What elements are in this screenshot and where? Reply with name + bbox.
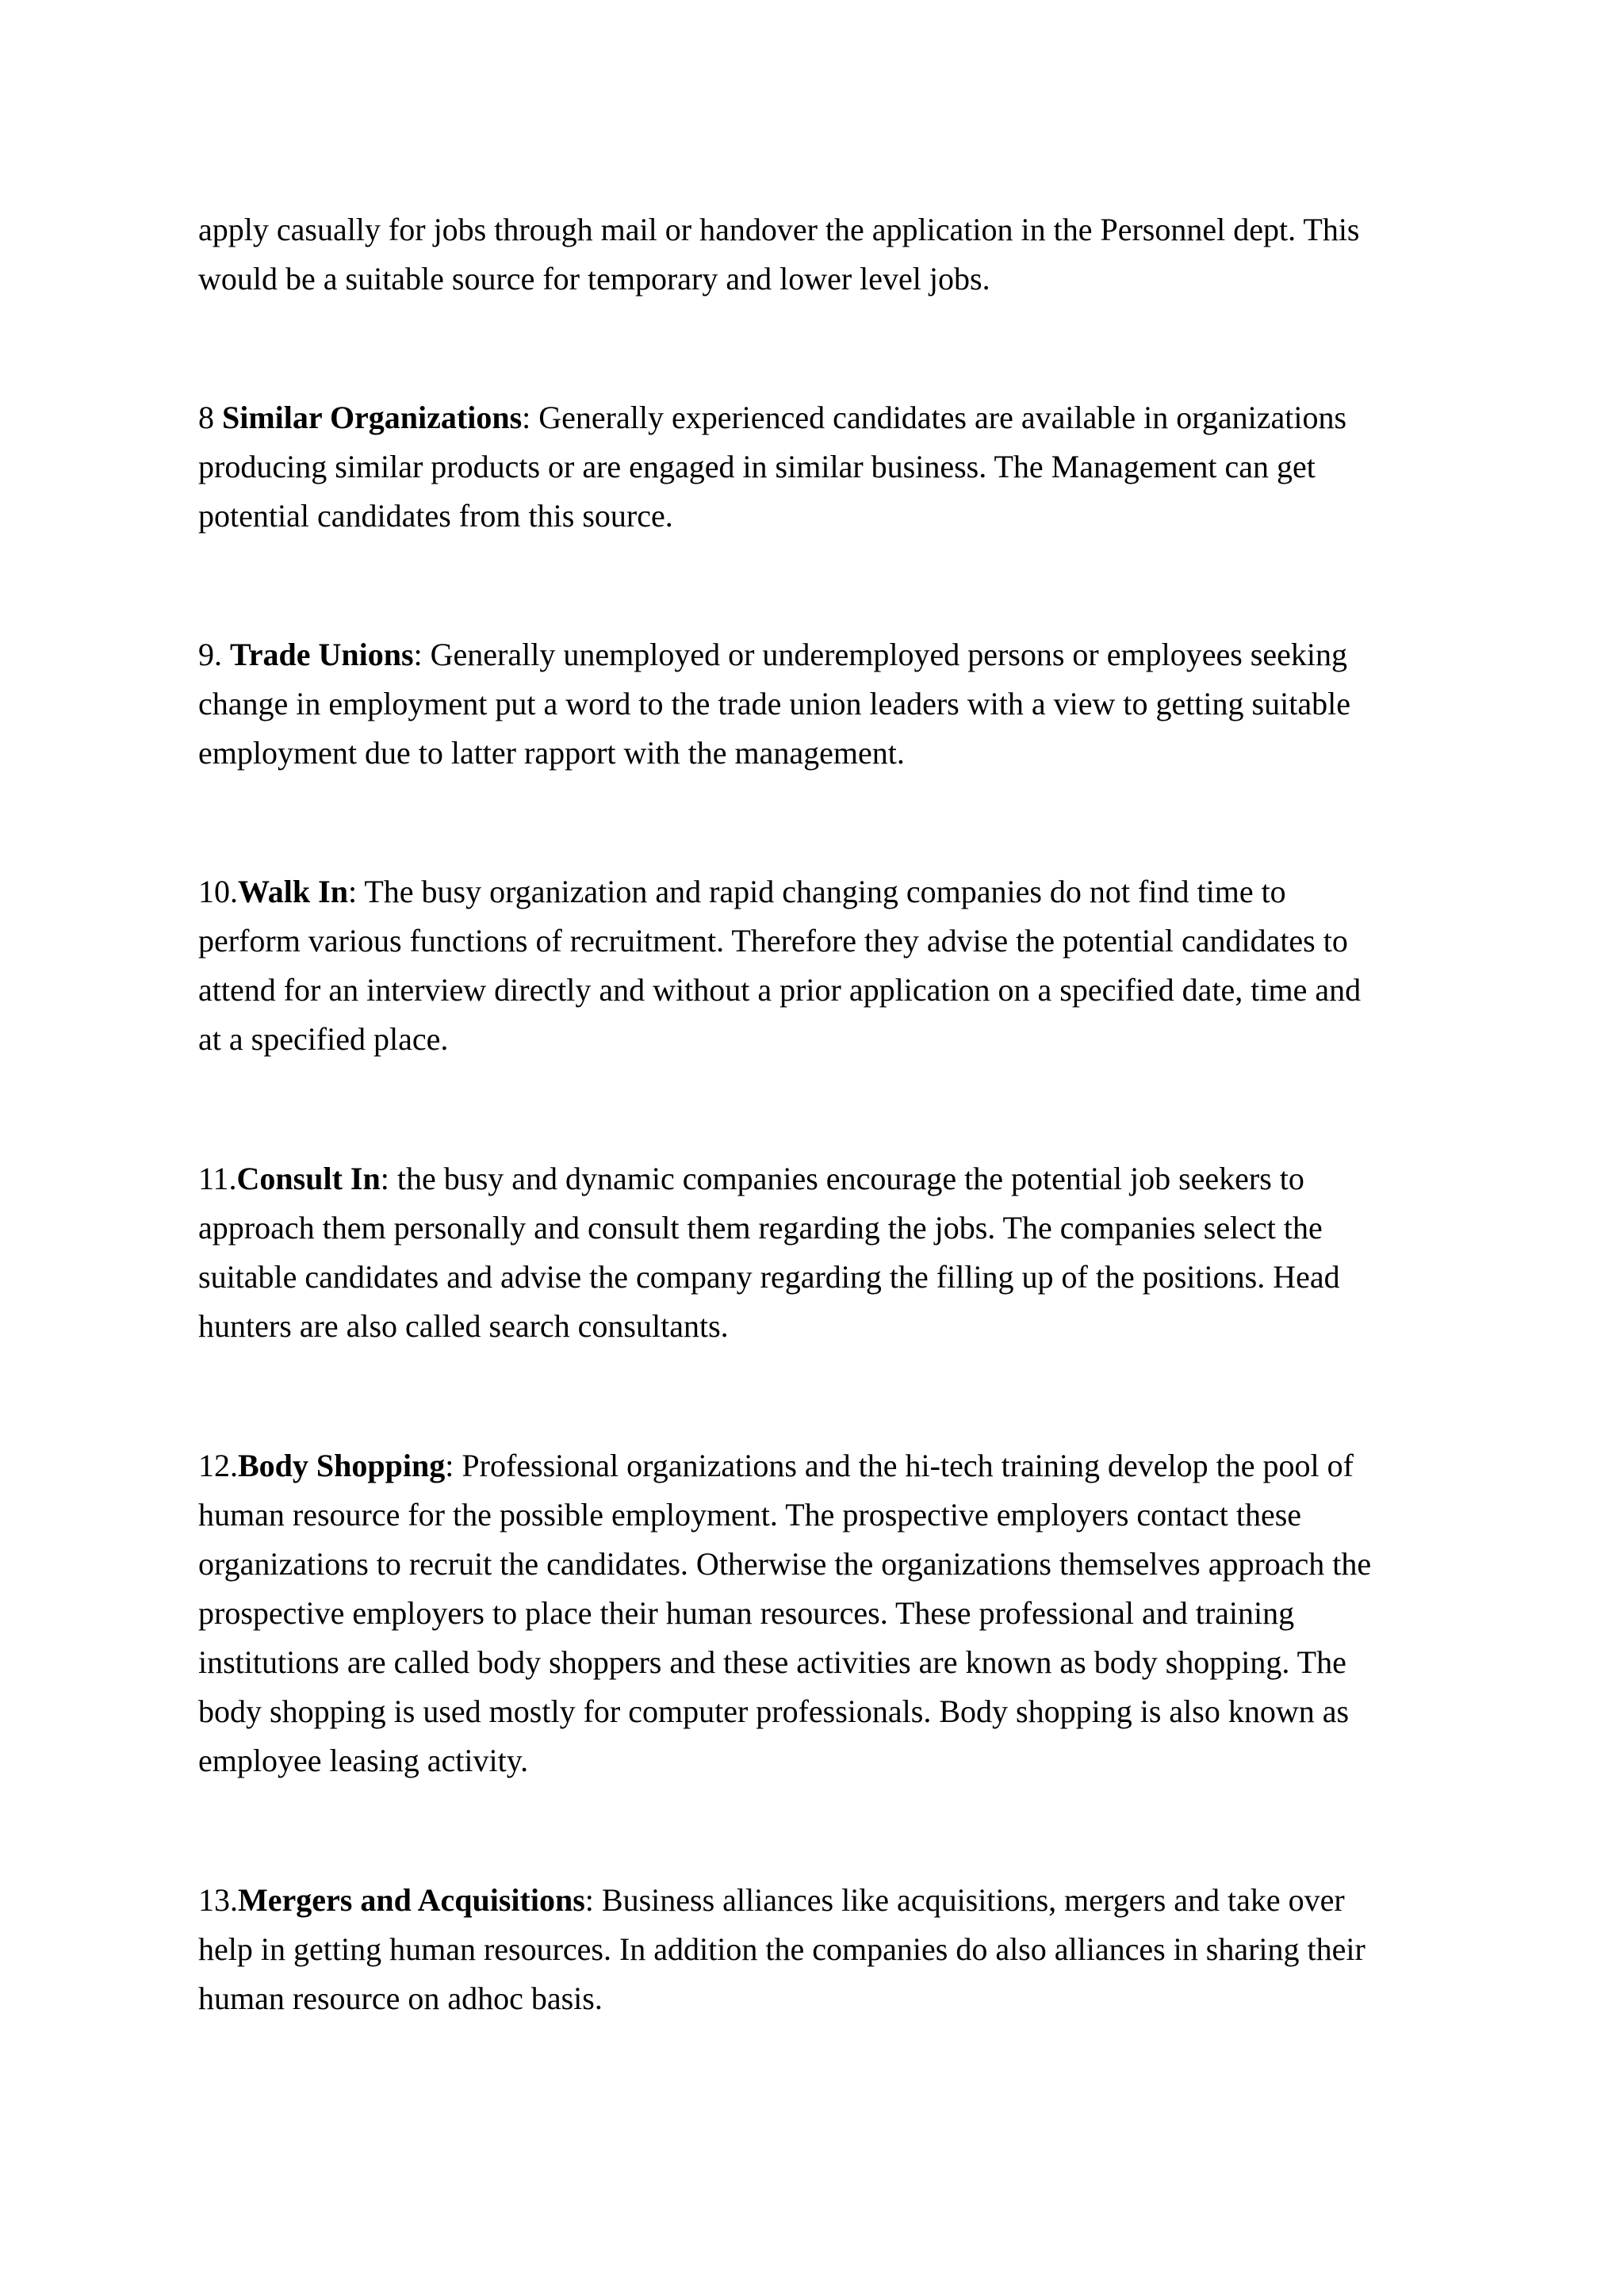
text-line: approach them personally and consult them regarding the jobs. The companies select the xyxy=(198,1210,1323,1246)
text-line: employee leasing activity. xyxy=(198,1743,529,1778)
item-number: 9. xyxy=(198,637,230,672)
item-term: Body Shopping xyxy=(238,1448,446,1483)
text-line: change in employment put a word to the trade union leaders with a view to getting suitable xyxy=(198,686,1350,721)
item-text: : Professional organizations and the hi-tech training develop the pool of xyxy=(445,1448,1354,1483)
paragraph-mergers-acquisitions xyxy=(198,1876,1435,2023)
item-text: : Business alliances like acquisitions, mergers and take over xyxy=(584,1882,1345,1918)
text-line: hunters are also called search consultants. xyxy=(198,1308,729,1344)
paragraph-walk-in xyxy=(198,867,1435,1064)
text-line: at a specified place. xyxy=(198,1021,449,1057)
text-line xyxy=(198,1441,1435,1490)
text-line: would be a suitable source for temporary and lower level jobs. xyxy=(198,261,990,297)
item-text: : the busy and dynamic companies encourage the potential job seekers to xyxy=(380,1161,1304,1196)
item-number: 10. xyxy=(198,874,238,909)
item-text: : Generally unemployed or underemployed persons or employees seeking xyxy=(413,637,1347,672)
text-line: suitable candidates and advise the company regarding the filling up of the positions. Head xyxy=(198,1259,1340,1295)
item-number: 13. xyxy=(198,1882,238,1918)
paragraph-body-shopping xyxy=(198,1441,1435,1785)
text-line: attend for an interview directly and without a prior application on a specified date, time and xyxy=(198,972,1362,1008)
text-line: human resource on adhoc basis. xyxy=(198,1980,603,2016)
paragraph-consult-in xyxy=(198,1154,1435,1351)
item-text: : The busy organization and rapid changing companies do not find time to xyxy=(347,874,1286,909)
item-term: Consult In xyxy=(236,1161,381,1196)
paragraph-similar-organizations xyxy=(198,393,1435,541)
text-line: organizations to recruit the candidates. Otherwise the organizations themselves approach the xyxy=(198,1546,1372,1582)
text-line xyxy=(198,1154,1435,1203)
paragraph-intro xyxy=(198,205,1435,304)
item-term: Similar Organizations xyxy=(222,400,523,435)
text-line: perform various functions of recruitment. Therefore they advise the potential candidates to xyxy=(198,923,1348,959)
item-number: 12. xyxy=(198,1448,238,1483)
item-term: Trade Unions xyxy=(230,637,414,672)
item-term: Mergers and Acquisitions xyxy=(238,1882,585,1918)
text-line: apply casually for jobs through mail or handover the application in the Personnel dept. This xyxy=(198,212,1360,247)
text-line: producing similar products or are engaged in similar business. The Management can get xyxy=(198,449,1316,484)
paragraph-trade-unions xyxy=(198,630,1435,778)
text-line: body shopping is used mostly for computer professionals. Body shopping is also known as xyxy=(198,1693,1350,1729)
text-line xyxy=(198,630,1435,679)
text-line: employment due to latter rapport with the management. xyxy=(198,735,905,771)
text-line: institutions are called body shoppers and these activities are known as body shopping. The xyxy=(198,1644,1346,1680)
text-line xyxy=(198,393,1435,442)
item-text: : Generally experienced candidates are available in organizations xyxy=(522,400,1347,435)
item-number: 8 xyxy=(198,400,222,435)
item-term: Walk In xyxy=(238,874,348,909)
text-line xyxy=(198,1876,1435,1925)
text-line: human resource for the possible employment. The prospective employers contact these xyxy=(198,1497,1302,1533)
text-line: help in getting human resources. In addition the companies do also alliances in sharing their xyxy=(198,1931,1365,1967)
text-line: potential candidates from this source. xyxy=(198,498,673,534)
item-number: 11. xyxy=(198,1161,237,1196)
text-line: prospective employers to place their human resources. These professional and training xyxy=(198,1595,1295,1631)
text-line xyxy=(198,867,1435,916)
